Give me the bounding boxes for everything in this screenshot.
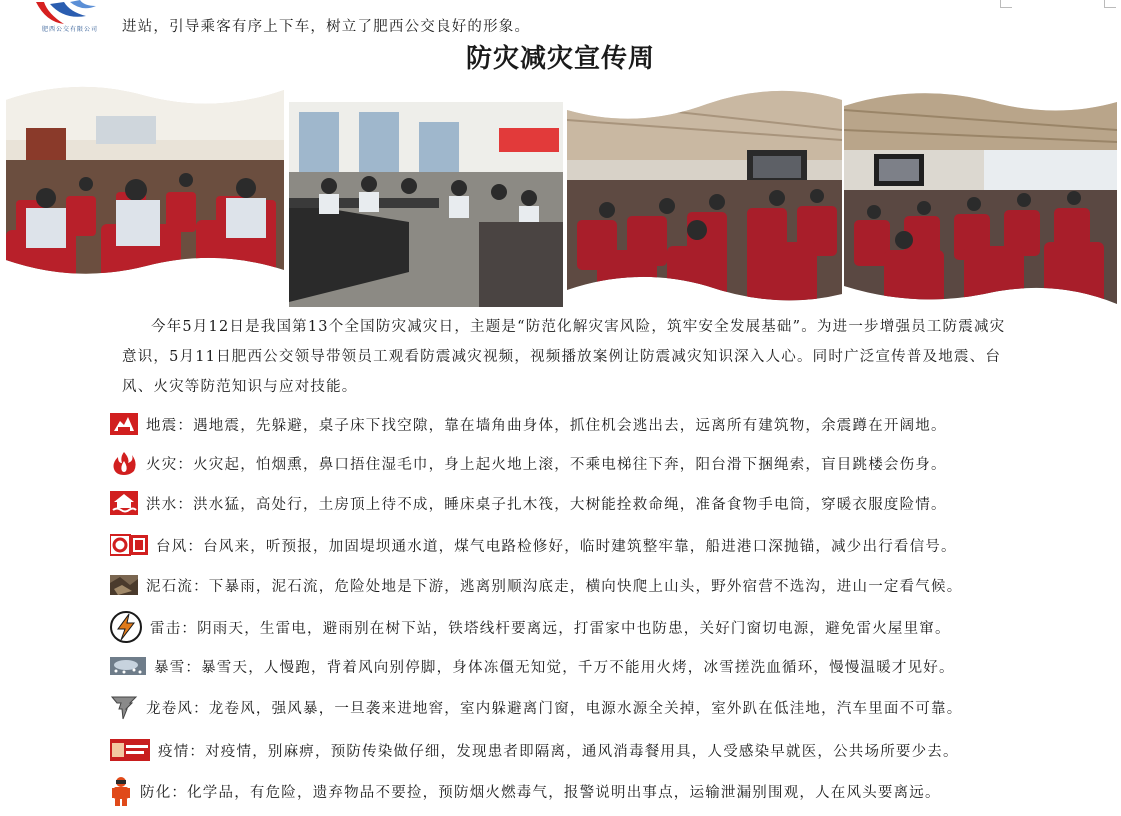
- tip-typhoon: [110, 530, 957, 560]
- meeting-room-photo: [6, 80, 284, 280]
- article-title: 防灾减灾宣传周: [465, 44, 655, 74]
- tornado-icon: [110, 693, 138, 721]
- flood-icon: [110, 491, 138, 515]
- continuation-text: 进站，引导乘客有序上下车，树立了肥西公交良好的形象。: [122, 19, 531, 35]
- intro-text: 今年5月12日是我国第13个全国防灾减灾日，主题是“防范化解灾害风险，筑牢安全发展基础”。为进一步增强员工防震减灾意识，5月11日肥西公交领导带领员工观看防震减灾视频，视频播放案例让防震减灾知识深入人心。同时广泛宣传普及地震、台风、火灾等防范知识与应对技能。: [122, 319, 1006, 395]
- tip-tornado: [110, 692, 962, 722]
- earthquake-icon: [110, 413, 138, 435]
- company-logo: [30, 0, 110, 34]
- tip-epidemic: [110, 735, 959, 765]
- tip-flood: [110, 488, 947, 518]
- tip-text: 台风：台风来，听预报，加固堤坝通水道，煤气电路检修好，临时建筑整牢靠，船进港口深抛锚，减少出行看信号。: [156, 538, 957, 555]
- tip-hazmat: [110, 776, 941, 806]
- snowstorm-icon: [110, 657, 146, 675]
- company-logo-icon: [30, 0, 110, 26]
- tip-text: 雷击：阴雨天，生雷电，避雨别在树下站，铁塔线杆要离远，打雷家中也防患，关好门窗切电源，避免雷火屋里窜。: [150, 620, 951, 637]
- logo-caption: 肥西公交有限公司: [41, 26, 98, 33]
- mudslide-icon: [110, 575, 138, 595]
- epidemic-icon: [110, 739, 150, 761]
- tip-text: 暴雪：暴雪天，人慢跑，背着风向别停脚，身体冻僵无知觉，千万不能用火烤，冰雪搓洗血循环，慢慢温暖才见好。: [154, 659, 955, 676]
- photo-conference-table: [289, 102, 563, 307]
- photo-strip: [6, 80, 1117, 310]
- crop-mark: [1000, 7, 1012, 8]
- tip-snowstorm: [110, 651, 955, 681]
- tip-text: 龙卷风：龙卷风，强风暴，一旦袭来进地窖，室内躲避离门窗，电源水源全关掉，室外趴在低洼地，汽车里面不可靠。: [146, 700, 963, 717]
- intro-paragraph: [122, 312, 1012, 402]
- tip-lightning: [110, 612, 951, 642]
- hazmat-suit-icon: [110, 776, 132, 806]
- auditorium-screen-photo: [567, 80, 842, 310]
- photo-auditorium: [567, 80, 842, 310]
- tip-text: 地震：遇地震，先躲避，桌子床下找空隙，靠在墙角曲身体，抓住机会逃出去，远离所有建筑物，余震蹲在开阔地。: [146, 417, 947, 434]
- typhoon-icon: [110, 534, 148, 556]
- lightning-icon: [110, 611, 142, 643]
- fire-icon: [110, 451, 138, 475]
- crop-mark: [1104, 7, 1116, 8]
- tip-text: 疫情：对疫情，别麻痹，预防传染做仔细，发现患者即隔离，通风消毒餐用具，人受感染早就医，公共场所要少去。: [158, 743, 959, 760]
- tip-text: 火灾：火灾起，怕烟熏，鼻口捂住湿毛巾，身上起火地上滚，不乘电梯往下奔，阳台滑下捆绳索，盲目跳楼会伤身。: [146, 456, 947, 473]
- photo-meeting-room: [6, 80, 284, 280]
- photo-auditorium-2: [844, 80, 1117, 308]
- auditorium-screen-photo: [844, 80, 1117, 308]
- tip-text: 防化：化学品，有危险，遗弃物品不要捡，预防烟火燃毒气，报警说明出事点，运输泄漏别围观，人在风头要离远。: [140, 784, 941, 801]
- tip-mudslide: [110, 570, 962, 600]
- tip-text: 洪水：洪水猛，高处行，土房顶上待不成，睡床桌子扎木筏，大树能拴救命绳，准备食物手电筒，穿暖衣服度险情。: [146, 496, 947, 513]
- tip-text: 泥石流：下暴雨，泥石流，危险处地是下游，逃离别顺沟底走，横向快爬上山头，野外宿营不选沟，进山一定看气候。: [146, 578, 963, 595]
- tip-fire: [110, 448, 947, 478]
- conference-table-photo: [289, 102, 563, 307]
- tip-earthquake: [110, 409, 947, 439]
